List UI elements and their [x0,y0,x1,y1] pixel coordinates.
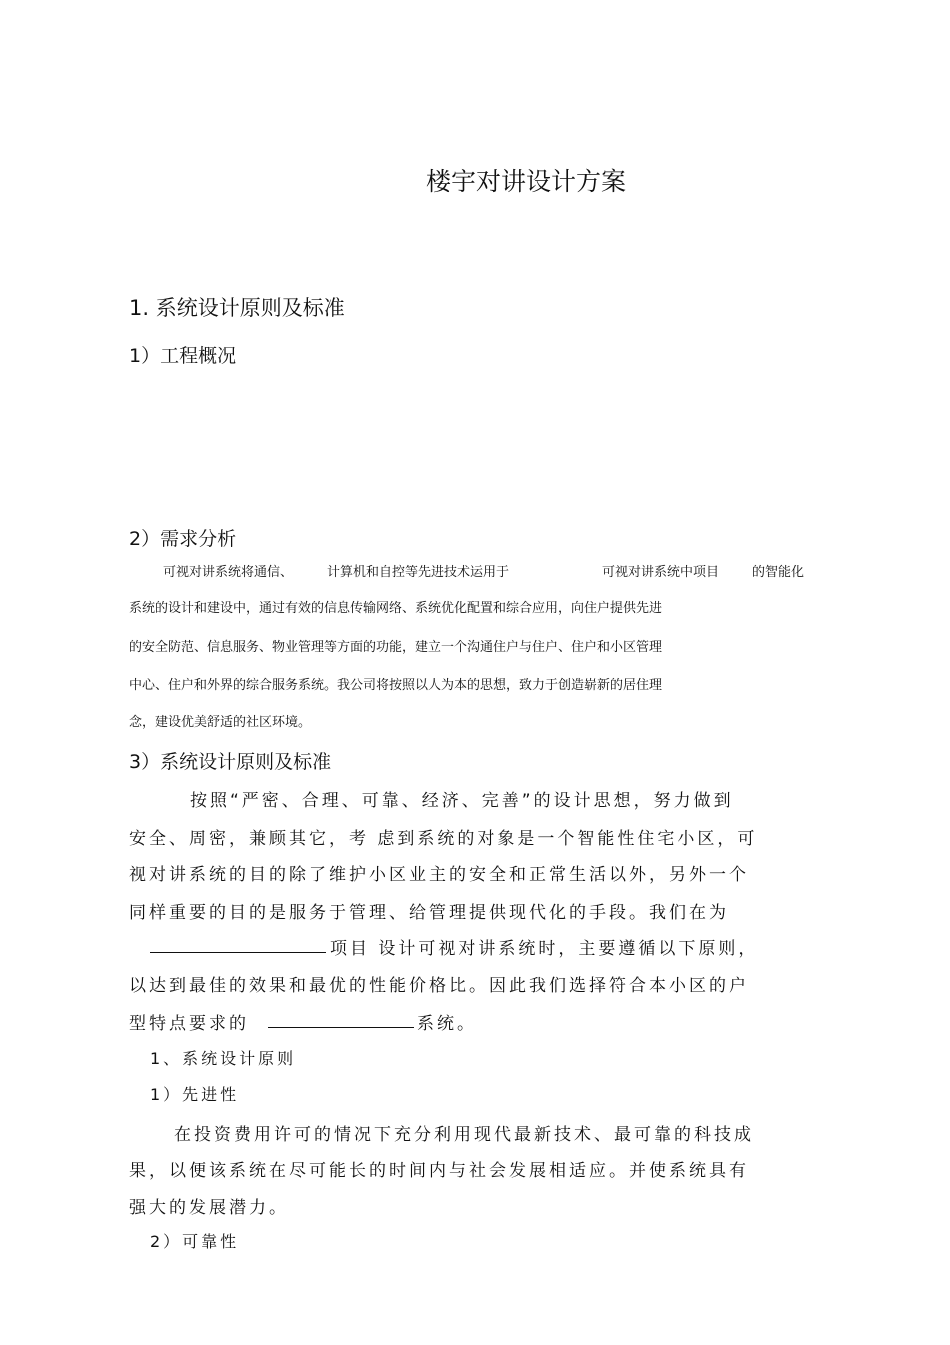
design-principles-heading: 1、系统设计原则 [150,1049,297,1068]
principles-line-2: 安全、周密，兼顾其它，考 虑到系统的对象是一个智能性住宅小区，可 [129,829,758,849]
principles-line-6: 以达到最佳的效果和最优的性能价格比。因此我们选择符合本小区的户 [129,976,749,996]
project-name-blank [150,934,326,953]
page-title: 楼宇对讲设计方案 [426,167,627,196]
overview-heading: 1）工程概况 [129,345,237,367]
requirements-line-1b: 计算机和自控等先进技术运用于 [327,565,510,580]
advanced-line-3: 强大的发展潜力。 [129,1198,289,1218]
principles-line-5: 项目 设计可视对讲系统时，主要遵循以下原则， [330,939,759,959]
advanced-line-1: 在投资费用许可的情况下充分利用现代最新技术、最可靠的科技成 [174,1125,754,1145]
principles-heading: 3）系统设计原则及标准 [129,751,332,773]
requirements-line-1a: 可视对讲系统将通信、 [163,565,294,580]
requirements-line-3: 的安全防范、信息服务、物业管理等方面的功能，建立一个沟通住户与住户、住户和小区管理 [129,640,663,655]
principles-line-7b: 系统。 [417,1014,477,1034]
requirements-line-5: 念，建设优美舒适的社区环境。 [129,715,312,730]
requirements-line-4: 中心、住户和外界的综合服务系统。我公司将按照以人为本的思想，致力于创造崭新的居住理 [129,678,663,693]
principles-line-1: 按照“严密、合理、可靠、经济、完善”的设计思想，努力做到 [190,791,734,811]
requirements-line-2: 系统的设计和建设中，通过有效的信息传输网络、系统优化配置和综合应用，向住户提供先进 [129,601,663,616]
reliability-heading: 2）可靠性 [150,1232,240,1251]
section-heading: 1. 系统设计原则及标准 [129,296,345,320]
principles-line-7a: 型特点要求的 [129,1014,249,1034]
principles-line-4: 同样重要的目的是服务于管理、给管理提供现代化的手段。我们在为 [129,903,729,923]
system-name-blank [268,1009,414,1028]
requirements-line-1d: 的智能化 [752,565,805,580]
principles-line-3: 视对讲系统的目的除了维护小区业主的安全和正常生活以外，另外一个 [129,865,749,885]
advanced-heading: 1）先进性 [150,1085,240,1104]
requirements-heading: 2）需求分析 [129,528,237,550]
requirements-line-1c: 可视对讲系统中项目 [602,565,720,580]
advanced-line-2: 果，以便该系统在尽可能长的时间内与社会发展相适应。并使系统具有 [129,1161,749,1181]
